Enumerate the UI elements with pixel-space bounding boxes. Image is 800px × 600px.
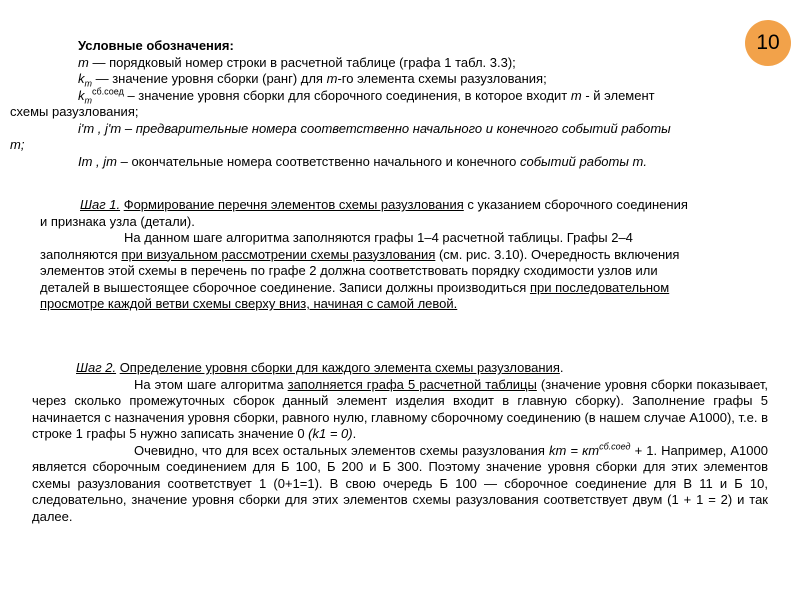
step1-para-line5: просмотре каждой ветви схемы сверху вниз, начиная с самой левой. xyxy=(40,296,458,311)
step2-para1: На этом шаге алгоритма заполняется графа 5 расчетной таблицы (значение уровня сборки показывает, через сколько промежуточных сборок данный элемент изделия входит в главную сборку). Заполнение графы 5 начинается с назначения уровня сборки, равного нулю, главному сборочному соединению (в нашем случае А1000), т.е. в строке 1 графы 5 нужно записать значение 0 (k1 = 0). xyxy=(32,376,768,441)
legend-line-m: m — порядковый номер строки в расчетной таблице (графа 1 табл. 3.3); xyxy=(78,54,516,70)
step2-heading: Шаг 2. Определение уровня сборки для каждого элемента схемы разузлования. xyxy=(76,360,564,375)
step1-block xyxy=(40,197,762,313)
step1-para-line2: заполняются при визуальном рассмотрении схемы разузлования (см. рис. 3.10). Очередность включения xyxy=(40,246,680,262)
step1-heading-cont: и признака узла (детали). xyxy=(40,213,195,229)
step1-para-line1: На данном шаге алгоритма заполняются графы 1–4 расчетной таблицы. Графы 2–4 xyxy=(124,230,633,245)
slide-number-badge: 10 xyxy=(745,20,791,66)
step1-heading: Шаг 1. Формирование перечня элементов схемы разузлования с указанием сборочного соединения xyxy=(80,197,688,212)
step2-para2: Очевидно, что для всех остальных элементов схемы разузлования km = $кm^{сб.соед} + 1$. Например, А1000 является сборочным соединением для Б 100, Б 200 и Б 300. Поэтому значение уровня сборки для этих элементов схемы разузлования соответствует 1 (0+1=1). В свою очередь Б 100 — сборочное соединение для В 11 и Б 10, следовательно, значение уровня сборки для этих элементов схемы разузлования соответствует двум (1 + 1 = 2) и так далее. xyxy=(32,441,768,524)
legend-line-km-sb: $k_m^{сб.соед}$ – значение уровня сборки для сборочного соединения, в которое входит m - й элемент xyxy=(78,86,655,106)
legend-heading: Условные обозначения: xyxy=(78,38,234,53)
legend-line-prelim-cont: m; xyxy=(10,137,25,152)
legend-block xyxy=(10,38,730,170)
legend-line-km-sb-cont: схемы разузлования; xyxy=(10,104,139,119)
step1-para-line4: деталей в вышестоящее сборочное соединение. Записи должны производиться при последовательном xyxy=(40,279,670,295)
step1-para-line3: элементов этой схемы в перечень по графе 2 должна соответствовать порядку сходимости узлов или xyxy=(40,263,658,278)
legend-line-km: $k_m$ — значение уровня сборки (ранг) для m-го элемента схемы разузлования; xyxy=(78,71,547,89)
legend-line-final: Im , jm – окончательные номера соответственно начального и конечного событий работы m. xyxy=(78,153,647,169)
legend-line-prelim: i'm , j'm – предварительные номера соответственно начального и конечного событий работы xyxy=(78,120,671,136)
step2-block xyxy=(32,360,768,525)
